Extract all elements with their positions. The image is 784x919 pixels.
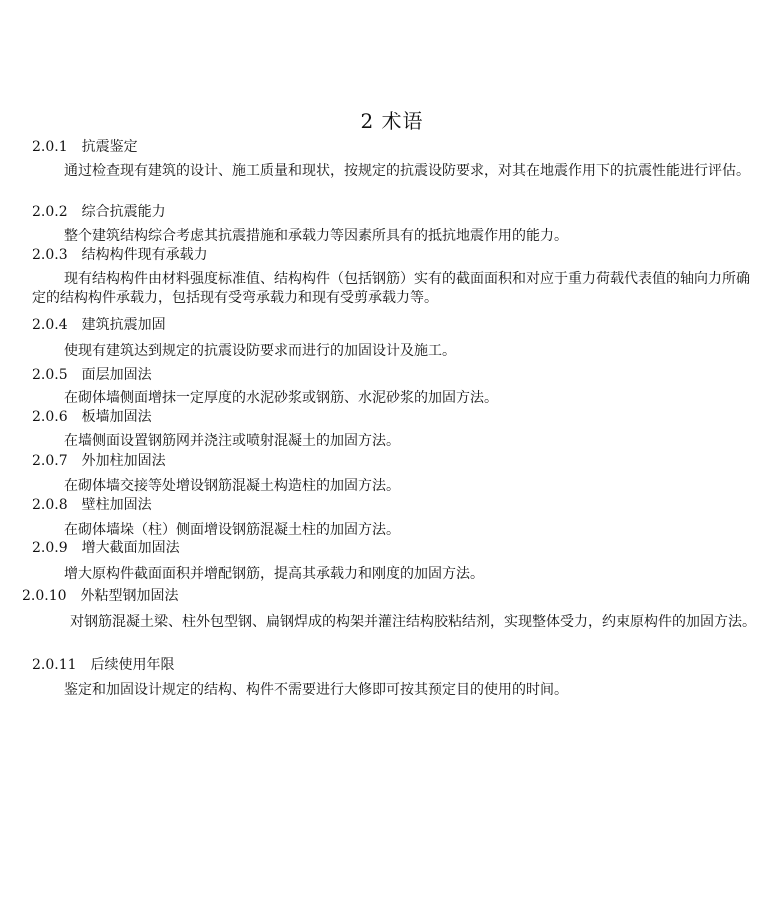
term-name: 外加柱加固法 — [81, 453, 166, 469]
term-definition: 在砌体墙垛（柱）侧面增设钢筋混凝土柱的加固方法。 — [64, 522, 400, 538]
term-number: 2.0.6 — [32, 409, 68, 425]
term-definition: 增大原构件截面面积并增配钢筋，提高其承载力和刚度的加固方法。 — [64, 566, 484, 582]
term-number: 2.0.7 — [32, 453, 68, 469]
term-definition: 通过检查现有建筑的设计、施工质量和现状，按规定的抗震设防要求，对其在地震作用下的抗震性能进行评估。 — [64, 163, 750, 179]
term-definition: 使现有建筑达到规定的抗震设防要求而进行的加固设计及施工。 — [64, 343, 456, 359]
term-number: 2.0.9 — [32, 540, 68, 556]
term-number: 2.0.11 — [32, 657, 77, 673]
term-heading — [32, 656, 175, 674]
term-definition: 在砌体墙交接等处增设钢筋混凝土构造柱的加固方法。 — [64, 478, 400, 494]
term-number: 2.0.4 — [32, 317, 68, 333]
term-name: 综合抗震能力 — [81, 204, 166, 220]
term-definition: 对钢筋混凝土梁、柱外包型钢、扁钢焊成的构架并灌注结构胶粘结剂，实现整体受力，约束原构件的加固方法。 — [70, 614, 756, 630]
term-heading — [32, 539, 180, 557]
term-name: 外粘型钢加固法 — [80, 588, 179, 604]
term-number: 2.0.2 — [32, 204, 68, 220]
term-heading — [32, 366, 152, 384]
term-number: 2.0.3 — [32, 247, 68, 263]
term-number: 2.0.10 — [22, 588, 67, 604]
term-number: 2.0.5 — [32, 367, 68, 383]
term-name: 建筑抗震加固 — [81, 317, 166, 333]
term-heading — [32, 452, 166, 470]
term-name: 板墙加固法 — [81, 409, 152, 425]
term-definition: 整个建筑结构综合考虑其抗震措施和承载力等因素所具有的抵抗地震作用的能力。 — [64, 228, 568, 244]
term-number: 2.0.1 — [32, 139, 68, 155]
term-definition: 在墙侧面设置钢筋网并浇注或喷射混凝土的加固方法。 — [64, 433, 400, 449]
term-definition: 鉴定和加固设计规定的结构、构件不需要进行大修即可按其预定目的使用的时间。 — [64, 682, 568, 698]
term-name: 结构构件现有承载力 — [81, 247, 208, 263]
term-name: 壁柱加固法 — [81, 497, 152, 513]
term-name: 后续使用年限 — [90, 657, 175, 673]
term-heading — [32, 408, 152, 426]
term-definition: 在砌体墙侧面增抹一定厚度的水泥砂浆或钢筋、水泥砂浆的加固方法。 — [64, 390, 498, 406]
term-heading — [22, 587, 179, 605]
term-heading — [32, 496, 152, 514]
term-name: 增大截面加固法 — [81, 540, 180, 556]
term-definition: 现有结构构件由材料强度标准值、结构构件（包括钢筋）实有的截面面积和对应于重力荷载代表值的轴向力所确定的结构构件承载力，包括现有受弯承载力和现有受剪承载力等。 — [32, 271, 750, 306]
term-heading — [32, 138, 138, 156]
term-number: 2.0.8 — [32, 497, 68, 513]
term-name: 抗震鉴定 — [81, 139, 138, 155]
term-heading — [32, 316, 166, 334]
page-title: 2 术语 — [360, 109, 424, 133]
term-heading — [32, 203, 166, 221]
term-name: 面层加固法 — [81, 367, 152, 383]
term-heading — [32, 246, 208, 264]
